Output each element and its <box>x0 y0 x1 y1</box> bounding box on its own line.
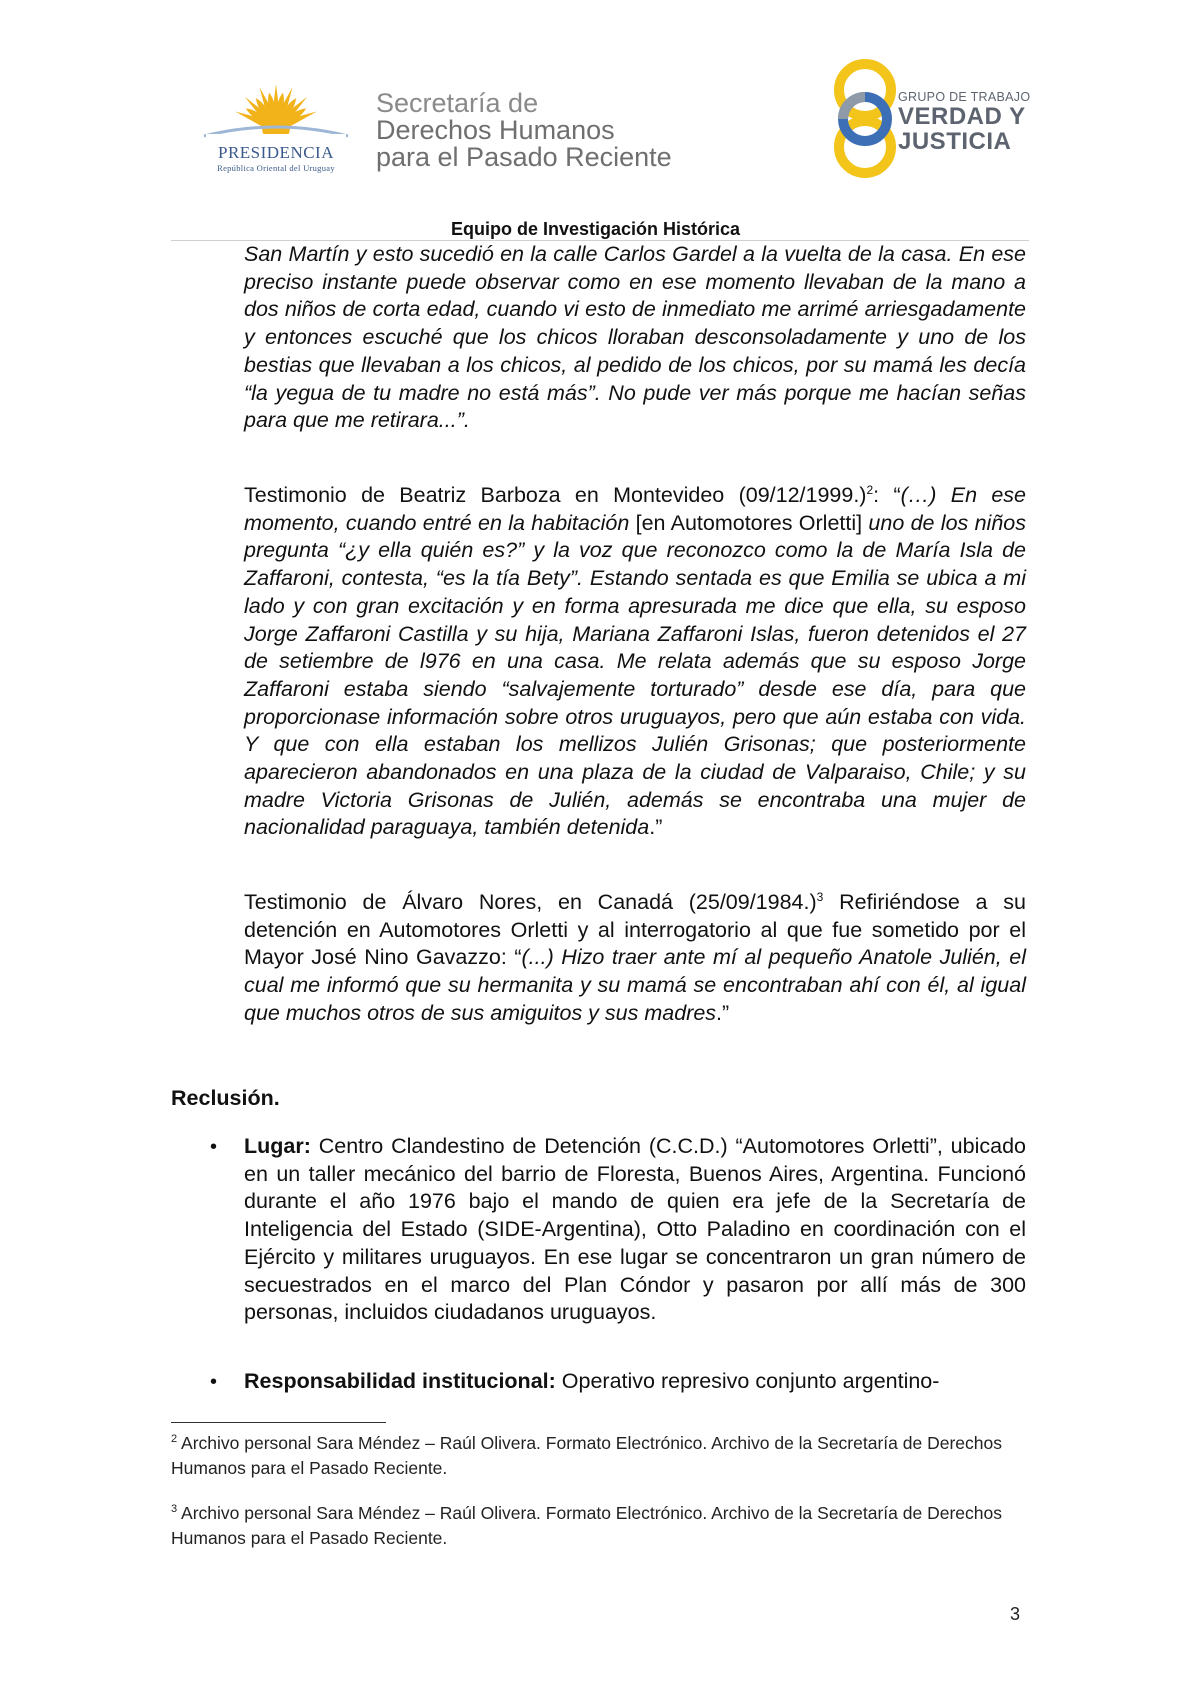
footnote-3 <box>171 1501 1027 1551</box>
bullet-label: Responsabilidad institucional: <box>244 1369 556 1393</box>
footnote-number: 2 <box>171 1433 178 1446</box>
verdad-justicia-rings-logo <box>820 58 910 180</box>
testimony-quote-b: uno de los niños pregunta “¿y ella quién es?” y la voz que reconozco como la de María Isla de Zaffaroni, contesta, “es la tía Bety”. Estando sentada es que Emilia se ubica a mi lado y con gran excitación y en forma apresurada me dice que ella, su esposo Jorge Zaffaroni Castilla y su hija, Mariana Zaffaroni Islas, fueron detenidos el 27 de setiembre de l976 en una casa. Me relata además que su esposo Jorge Zaffaroni estaba siendo “salvajemente torturado” desde ese día, para que proporcionase información sobre otros uruguayos, pero que aún estaba con vida. Y que con ella estaban los mellizos Julién Grisonas; que posteriormente aparecieron abandonados en una plaza de la ciudad de Valparaiso, Chile; y su madre Victoria Grisonas de Julién, además se encontraba una mujer de nacionalidad paraguaya, también detenida <box>244 510 1026 840</box>
footnote-ref-2: 2 <box>866 482 874 497</box>
footnote-text: Archivo personal Sara Méndez – Raúl Olivera. Formato Electrónico. Archivo de la Secretaría de Derechos Humanos para el Pasado Reciente. <box>171 1433 1002 1478</box>
grupo-small: GRUPO DE TRABAJO <box>898 90 1031 104</box>
testimony-end: .” <box>649 815 663 840</box>
bullet-icon: • <box>210 1136 218 1158</box>
section-heading-reclusion: Reclusión. <box>171 1086 280 1110</box>
bullet-icon: • <box>210 1371 218 1393</box>
bullet-label: Lugar: <box>244 1134 311 1158</box>
testimony-quote-a: (…) En ese momento, cuando entré en la habitación <box>244 483 1027 535</box>
paragraph-nores-testimony <box>244 889 1026 1028</box>
footnote-2 <box>171 1431 1027 1481</box>
footnote-number: 3 <box>171 1503 178 1516</box>
testimony-end: .” <box>716 1000 730 1025</box>
presidencia-name: PRESIDENCIA <box>217 143 334 162</box>
grupo-trabajo-title <box>898 90 1030 154</box>
paragraph-barboza-testimony <box>244 482 1026 842</box>
testimony-bracket: [en Automotores Orletti] <box>635 510 863 535</box>
testimony-quote: (...) Hizo traer ante mí al pequeño Anatole Julién, el cual me informó que su hermanita y su mamá se encontraban ahí con él, al igual que muchos otros de sus amiguitos y sus madres <box>244 945 1026 1025</box>
footnote-ref-3: 3 <box>816 889 824 904</box>
footnote-text: Archivo personal Sara Méndez – Raúl Olivera. Formato Electrónico. Archivo de la Secretaría de Derechos Humanos para el Pasado Reciente. <box>171 1503 1002 1548</box>
testimony-colon: : “ <box>873 483 901 507</box>
bullet-text: Centro Clandestino de Detención (C.C.D.) “Automotores Orletti”, ubicado en un taller mecánico del barrio de Floresta, Buenos Aires, Argentina. Funcionó durante el año 1976 bajo el mando de quien era jefe de la Secretaría de Inteligencia del Estado (SIDE-Argentina), Otto Paladino en coordinación con el Ejército y militares uruguayos. En ese lugar se concentraron un gran número de secuestrados en el marco del Plan Cóndor y pasaron por allí más de 300 personas, incluidos ciudadanos uruguayos. <box>244 1134 1026 1325</box>
grupo-big-1: VERDAD Y <box>898 103 1026 130</box>
quote-text: San Martín y esto sucedió en la calle Carlos Gardel a la vuelta de la casa. En ese preciso instante puede observar como en ese momento llevaban de la mano a dos niños de corta edad, cuando vi esto de inmediato me arrimé arriesgadamente y entonces escuché que los chicos lloraban desconsoladamente y uno de los bestias que llevaban a los chicos, al pedido de los chicos, por su mamá les decía “la yegua de tu madre no está más”. No pude ver más porque me hacían señas para que me retirara...”. <box>244 242 1026 433</box>
bullet-item-lugar <box>244 1133 1026 1327</box>
secretaria-line-1: Secretaría de <box>376 88 539 118</box>
bullet-text: Operativo represivo conjunto argentino- <box>555 1369 940 1393</box>
testimony-mid: Refiriéndose a su detención en Automotores Orletti y al interrogatorio al que fue sometido por el Mayor José Nino Gavazzo: “ <box>244 890 1026 970</box>
secretaria-title <box>376 90 672 171</box>
page-number: 3 <box>1010 1604 1021 1624</box>
grupo-big-2: JUSTICIA <box>898 128 1012 155</box>
paragraph-quote-continuation <box>244 241 1026 435</box>
page-header <box>0 0 1191 240</box>
team-title: Equipo de Investigación Histórica <box>450 219 741 239</box>
footnote-divider <box>171 1422 386 1423</box>
testimony-lead: Testimonio de Beatriz Barboza en Montevideo (09/12/1999.) <box>244 483 867 507</box>
bullet-item-responsabilidad <box>244 1368 1026 1396</box>
secretaria-line-2: Derechos Humanos <box>376 115 615 145</box>
presidencia-subtitle: República Oriental del Uruguay <box>217 163 335 173</box>
secretaria-line-3: para el Pasado Reciente <box>376 142 672 172</box>
testimony-lead: Testimonio de Álvaro Nores, en Canadá (25/09/1984.) <box>244 890 817 914</box>
